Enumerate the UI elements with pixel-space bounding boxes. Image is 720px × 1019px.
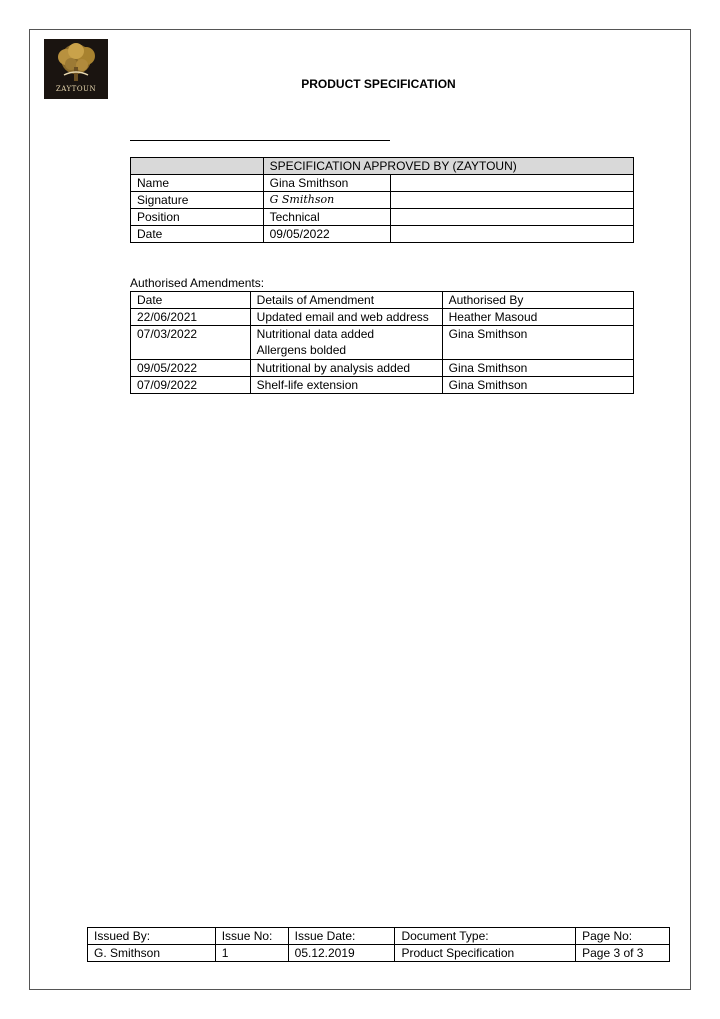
approval-extra [390, 226, 633, 243]
approval-heading-row [131, 158, 634, 175]
amendments-table [130, 291, 634, 394]
footer-table [87, 927, 670, 962]
approval-table [130, 157, 634, 243]
amendments-header-row [131, 292, 634, 309]
amendment-details-line: Allergens bolded [256, 343, 347, 357]
amendments-label: Authorised Amendments: [130, 276, 265, 290]
footer-value: Page 3 of 3 [576, 945, 670, 962]
footer-header: Document Type: [395, 928, 576, 945]
table-row [131, 192, 634, 209]
amendment-details: Nutritional by analysis added [250, 360, 442, 377]
footer-value-row [88, 945, 670, 962]
footer-header: Issued By: [88, 928, 216, 945]
approval-extra [390, 175, 633, 192]
amendment-details [250, 326, 442, 360]
table-row [131, 360, 634, 377]
footer-header-row [88, 928, 670, 945]
amendment-date: 07/09/2022 [131, 377, 251, 394]
amendment-by: Gina Smithson [442, 377, 633, 394]
approval-label: Date [131, 226, 264, 243]
column-header: Details of Amendment [250, 292, 442, 309]
page-title: PRODUCT SPECIFICATION [301, 77, 456, 91]
signature-value: G Smithson [263, 192, 390, 209]
approval-label: Position [131, 209, 264, 226]
approval-value: Gina Smithson [263, 175, 390, 192]
amendment-details: Shelf-life extension [250, 377, 442, 394]
table-row [131, 226, 634, 243]
approval-label: Name [131, 175, 264, 192]
footer-value: G. Smithson [88, 945, 216, 962]
footer-value: 1 [215, 945, 288, 962]
approval-label: Signature [131, 192, 264, 209]
table-row [131, 175, 634, 192]
table-row [131, 209, 634, 226]
approval-heading-blank [131, 158, 264, 175]
column-header: Authorised By [442, 292, 633, 309]
logo-text: ZAYTOUN [55, 85, 97, 93]
amendment-details: Updated email and web address [250, 309, 442, 326]
approval-heading: SPECIFICATION APPROVED BY (ZAYTOUN) [263, 158, 633, 175]
table-row [131, 377, 634, 394]
table-row [131, 326, 634, 360]
amendment-date: 22/06/2021 [131, 309, 251, 326]
amendment-by: Gina Smithson [442, 360, 633, 377]
column-header: Date [131, 292, 251, 309]
approval-extra [390, 209, 633, 226]
footer-header: Page No: [576, 928, 670, 945]
footer-value: Product Specification [395, 945, 576, 962]
footer-value: 05.12.2019 [288, 945, 395, 962]
table-row [131, 309, 634, 326]
footer-header: Issue Date: [288, 928, 395, 945]
approval-value: Technical [263, 209, 390, 226]
approval-value: 09/05/2022 [263, 226, 390, 243]
amendment-by: Gina Smithson [442, 326, 633, 360]
approval-extra [390, 192, 633, 209]
amendment-date: 07/03/2022 [131, 326, 251, 360]
amendment-by: Heather Masoud [442, 309, 633, 326]
amendment-details-line: Nutritional data added [256, 327, 375, 341]
signature-line [130, 140, 390, 141]
footer-header: Issue No: [215, 928, 288, 945]
amendment-date: 09/05/2022 [131, 360, 251, 377]
